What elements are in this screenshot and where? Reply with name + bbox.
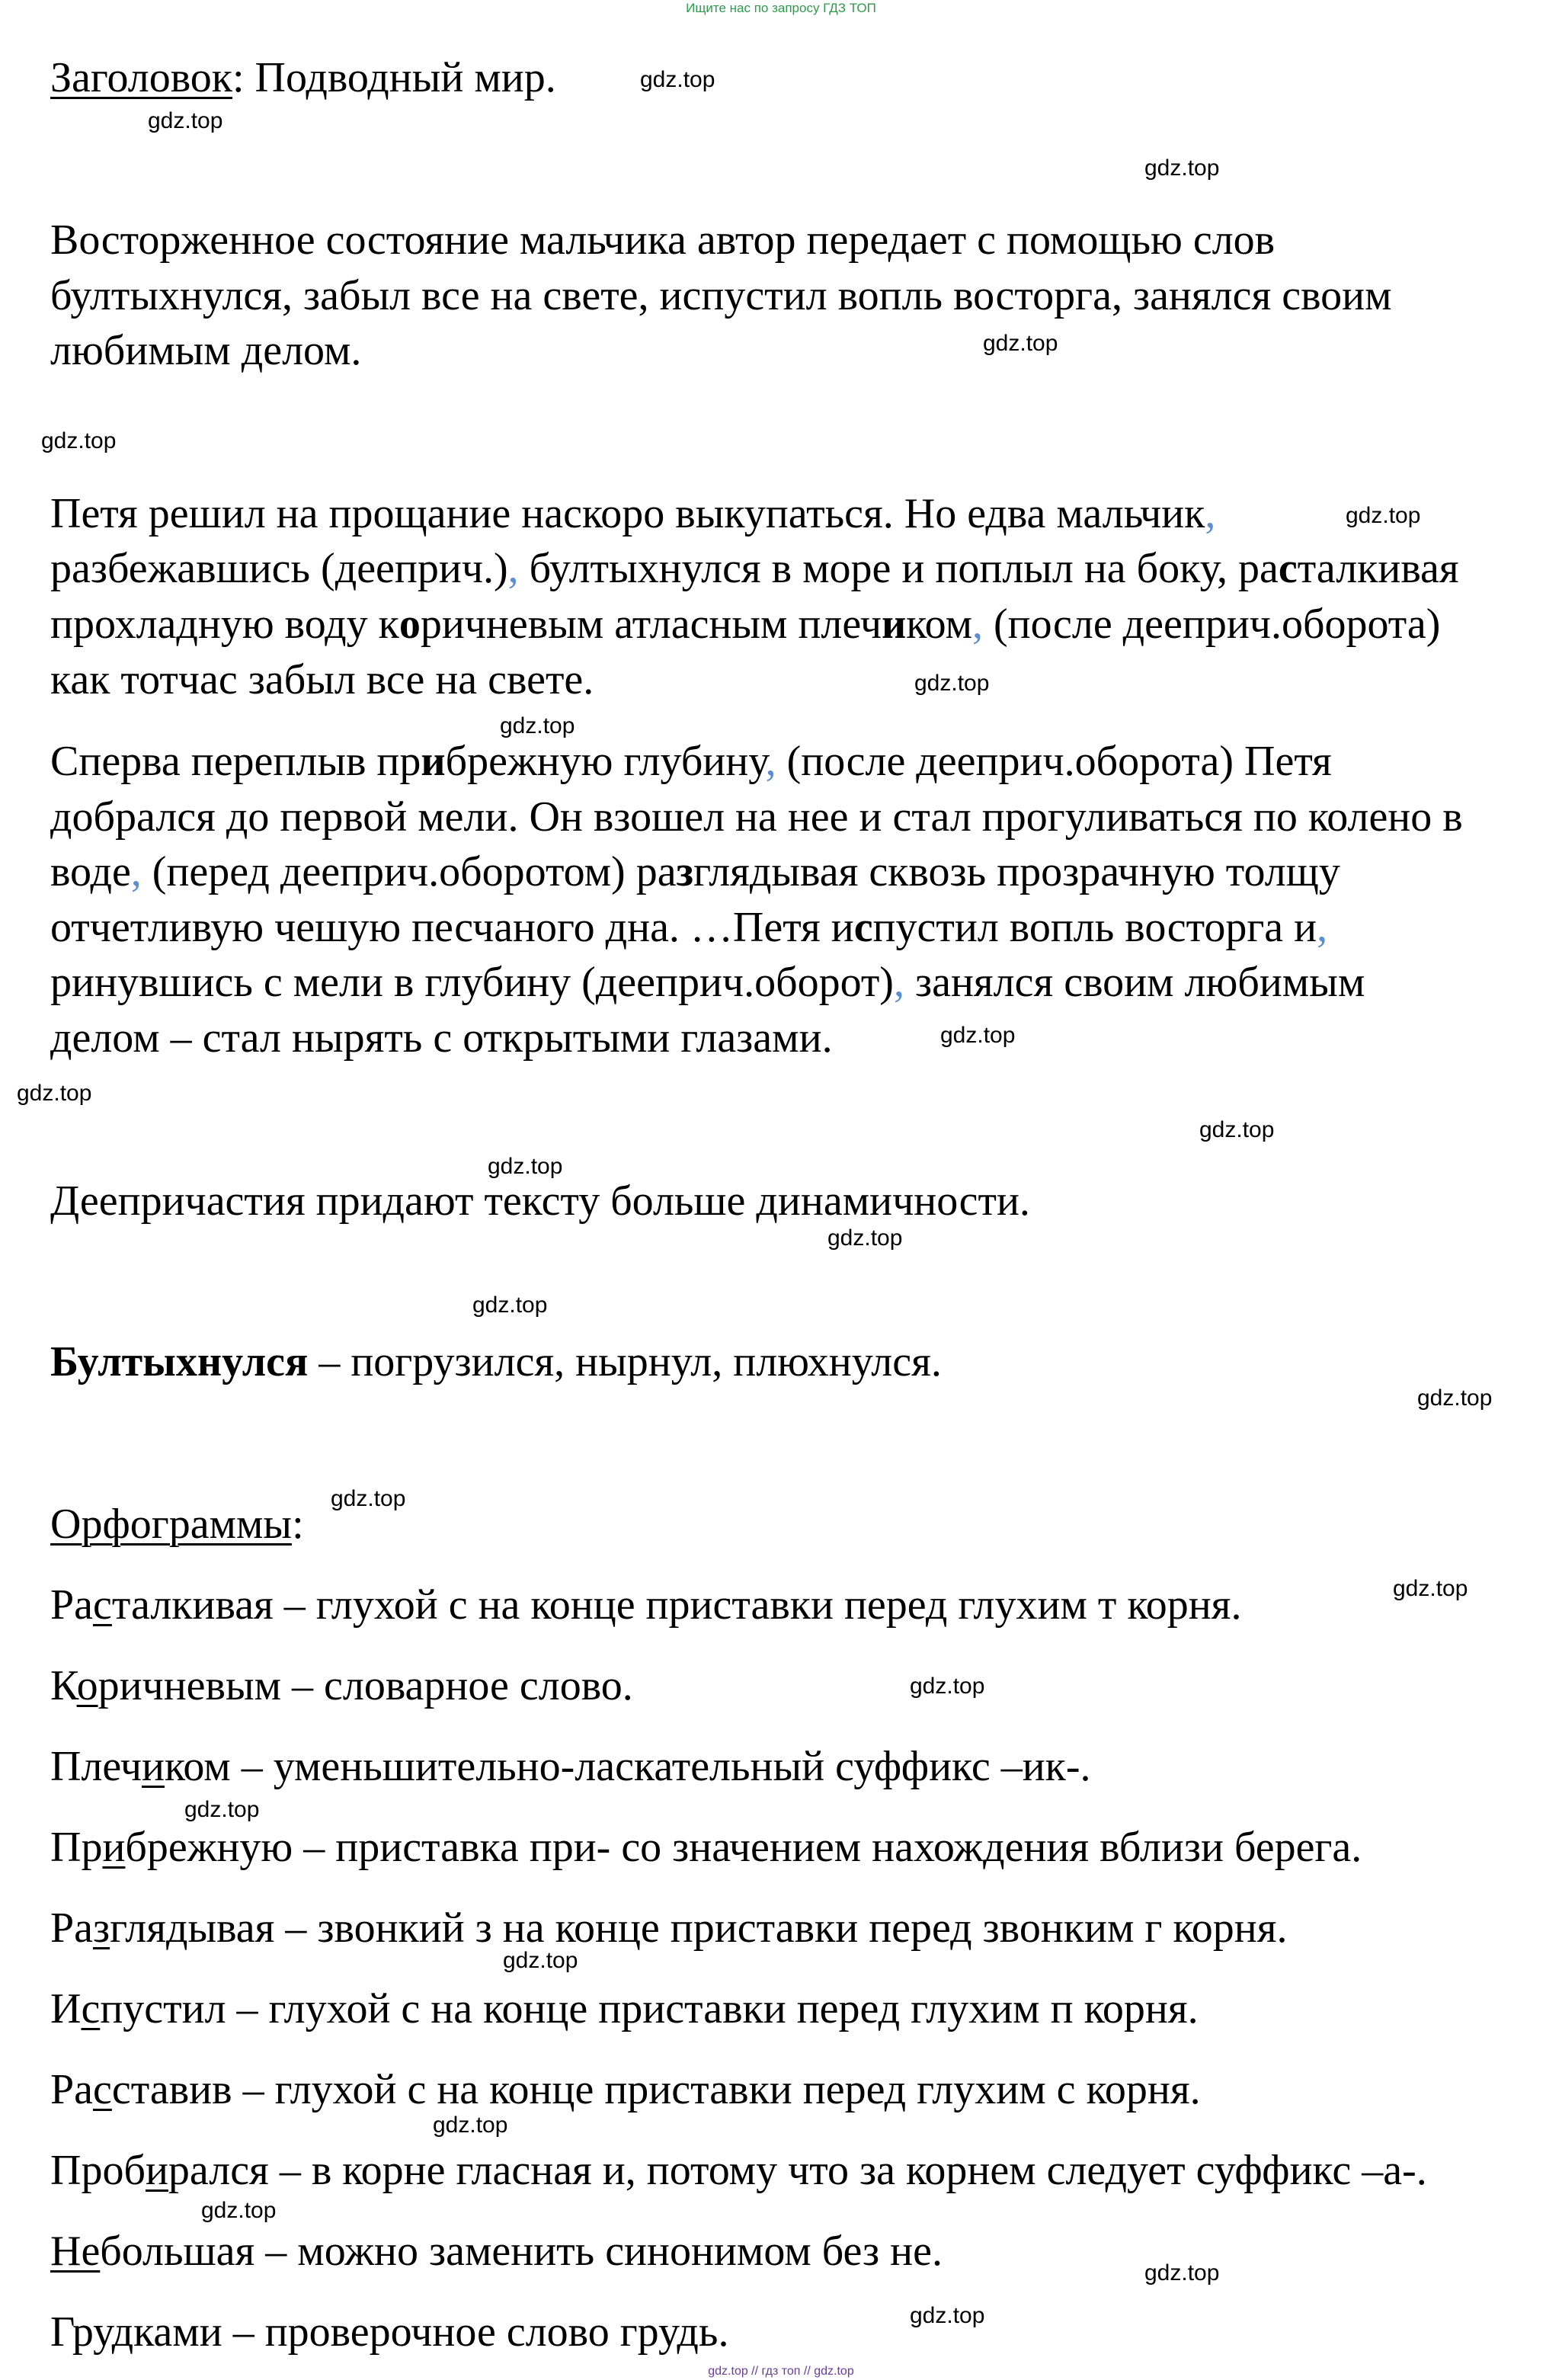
heading-text: Подводный мир. — [244, 54, 556, 101]
orthogram-letter: з — [676, 848, 694, 895]
p3-line3 — [50, 844, 1340, 899]
p2-l3-c: ричневым атласным плеч — [420, 601, 882, 648]
inserted-comma: , — [972, 601, 983, 648]
heading-sep: : — [232, 54, 245, 101]
watermark: gdz.top — [983, 331, 1058, 356]
inserted-comma: , — [130, 848, 142, 895]
orthogram-pre: Ра — [50, 1581, 93, 1629]
watermark: gdz.top — [1417, 1385, 1493, 1411]
p3-l1-c: брежную глубину — [445, 738, 766, 785]
watermark: gdz.top — [1393, 1576, 1468, 1601]
orthogram-mark: и — [142, 1743, 165, 1790]
p3-line5 — [50, 955, 1365, 1010]
orthogram-post: глядывая – звонкий з на конце приставки перед звонким г корня. — [110, 1904, 1288, 1952]
orthogram-post: пустил – глухой с на конце приставки перед глухим п корня. — [100, 1985, 1199, 2032]
p3-line2: добрался до первой мели. Он взошел на нее и стал прогуливаться по колено в — [50, 793, 1463, 841]
orthogram-item — [50, 1739, 1091, 1794]
p3-l4-c: пустил вопль восторга и — [872, 904, 1317, 951]
p2-l2-b: бултыхнулся в море и поплыл на боку, ра — [518, 545, 1279, 592]
watermark: gdz.top — [148, 108, 223, 133]
orthogram-pre: И — [50, 1985, 82, 2032]
p2-line3 — [50, 597, 1440, 652]
watermark: gdz.top — [500, 713, 575, 738]
p1-line2: бултыхнулся, забыл все на свете, испустил вопль восторга, занялся своим — [50, 272, 1392, 319]
orthograms-title — [50, 1497, 304, 1552]
orthogram-mark: Не — [50, 2228, 101, 2275]
orthogram-letter: и — [882, 601, 907, 648]
orthogram-item — [50, 2305, 728, 2359]
orthogram-item — [50, 2062, 1201, 2117]
inserted-comma: , — [1205, 490, 1216, 537]
orthogram-letter: с — [853, 904, 873, 951]
watermark: gdz.top — [488, 1154, 563, 1179]
watermark: gdz.top — [433, 2113, 508, 2138]
watermark: gdz.top — [910, 1674, 985, 1699]
orthogram-item — [50, 1820, 1362, 1875]
orthogram-item — [50, 1981, 1199, 2036]
p1-line3: любимым делом. — [50, 327, 362, 374]
watermark: gdz.top — [940, 1023, 1016, 1048]
p3-line1 — [50, 734, 1332, 789]
synonyms-word: Бултыхнулся — [50, 1338, 309, 1385]
synonyms-rest: – погрузился, нырнул, плюхнулся. — [308, 1338, 942, 1385]
orthogram-post: большая – можно заменить синонимом без не. — [100, 2228, 943, 2275]
p3-l5-b: занялся своим любимым — [904, 959, 1365, 1006]
orthogram-post: ком – уменьшительно-ласкательный суффикс –ик-. — [164, 1743, 1091, 1790]
p2-line2 — [50, 541, 1459, 596]
p2-l3-a: прохладную воду к — [50, 601, 399, 648]
orthogram-mark: с — [93, 1581, 112, 1629]
top-banner-note: Ищите нас по запросу ГДЗ ТОП — [686, 1, 876, 15]
orthogram-pre: Ра — [50, 2066, 93, 2113]
watermark: gdz.top — [472, 1293, 548, 1318]
orthogram-post: брежную – приставка при- со значением нахождения вблизи берега. — [125, 1824, 1362, 1871]
bottom-banner-note: gdz.top // гдз топ // gdz.top — [708, 2365, 854, 2378]
orthogram-item — [50, 2224, 943, 2279]
watermark: gdz.top — [331, 1486, 406, 1511]
p3-l1-a: Сперва переплыв пр — [50, 738, 421, 785]
watermark: gdz.top — [827, 1225, 903, 1251]
inserted-comma: , — [765, 738, 776, 785]
orthogram-pre: К — [50, 1662, 77, 1709]
p3-line4 — [50, 900, 1327, 955]
p2-l2-a: разбежавшись (дееприч.) — [50, 545, 508, 592]
orthogram-letter: и — [421, 738, 446, 785]
orthogram-pre: Ра — [50, 1904, 93, 1952]
inserted-comma: , — [1317, 904, 1328, 951]
orthogram-mark: с — [81, 1985, 101, 2032]
watermark: gdz.top — [503, 1948, 578, 1973]
heading-label: Заголовок — [50, 54, 232, 101]
orthogram-letter: о — [399, 601, 421, 648]
orthogram-pre: Проб — [50, 2147, 146, 2194]
p3-l3-b: (перед дееприч.оборотом) ра — [141, 848, 677, 895]
watermark: gdz.top — [640, 67, 715, 92]
inserted-comma: , — [507, 545, 519, 592]
orthogram-post: ставив – глухой с на конце приставки перед глухим с корня. — [111, 2066, 1201, 2113]
p3-l3-a: воде — [50, 848, 131, 895]
dynamics-note: Деепричастия придают тексту больше динамичности. — [50, 1177, 1030, 1225]
orthogram-pre: Пр — [50, 1824, 103, 1871]
p2-line1 — [50, 486, 1215, 541]
orthogram-post: ричневым – словарное слово. — [98, 1662, 633, 1709]
p3-line6: делом – стал нырять с открытыми глазами. — [50, 1014, 833, 1062]
p2-l2-d: талкивая — [1297, 545, 1459, 592]
watermark: gdz.top — [1144, 155, 1220, 181]
orthogram-item — [50, 2143, 1427, 2198]
watermark: gdz.top — [41, 428, 117, 453]
orthogram-mark: о — [76, 1662, 98, 1709]
watermark: gdz.top — [201, 2198, 277, 2223]
watermark: gdz.top — [1346, 503, 1421, 528]
orthogram-item — [50, 1578, 1241, 1632]
orthograms-sep: : — [292, 1501, 304, 1548]
synonyms-line — [50, 1334, 942, 1389]
p3-l5-a: ринувшись с мели в глубину (дееприч.оборот) — [50, 959, 894, 1006]
p2-l3-e: ком — [906, 601, 972, 648]
orthogram-item — [50, 1658, 633, 1713]
p3-l1-d: (после дееприч.оборота) Петя — [776, 738, 1332, 785]
p2-line4: как тотчас забыл все на свете. — [50, 656, 594, 703]
p2-l1-text: Петя решил на прощание наскоро выкупаться. Но едва мальчик — [50, 490, 1205, 537]
page-title — [50, 50, 556, 105]
p1-line1: Восторженное состояние мальчика автор передает с помощью слов — [50, 216, 1276, 264]
orthogram-mark: и — [102, 1824, 126, 1871]
orthogram-post: талкивая – глухой с на конце приставки перед глухим т корня. — [111, 1581, 1242, 1629]
watermark: gdz.top — [17, 1081, 92, 1106]
watermark: gdz.top — [910, 2303, 985, 2328]
orthogram-letter: с — [1278, 545, 1298, 592]
orthogram-mark: с — [93, 2066, 112, 2113]
orthogram-mark: и — [145, 2147, 168, 2194]
watermark: gdz.top — [1199, 1117, 1275, 1142]
orthogram-pre: Грудками – проверочное слово грудь. — [50, 2308, 729, 2356]
orthogram-pre: Плеч — [50, 1743, 142, 1790]
orthogram-post: рался – в корне гласная и, потому что за корнем следует суффикс –а-. — [168, 2147, 1427, 2194]
watermark: gdz.top — [1144, 2260, 1220, 2286]
p3-l3-d: глядывая сквозь прозрачную толщу — [693, 848, 1340, 895]
orthogram-item — [50, 1901, 1287, 1956]
watermark: gdz.top — [184, 1797, 260, 1822]
orthogram-mark: з — [93, 1904, 110, 1952]
orthograms-label: Орфограммы — [50, 1501, 293, 1548]
watermark: gdz.top — [914, 671, 990, 696]
inserted-comma: , — [893, 959, 904, 1006]
p3-l4-a: отчетливую чешую песчаного дна. …Петя и — [50, 904, 854, 951]
p2-l3-f: (после дееприч.оборота) — [983, 601, 1441, 648]
